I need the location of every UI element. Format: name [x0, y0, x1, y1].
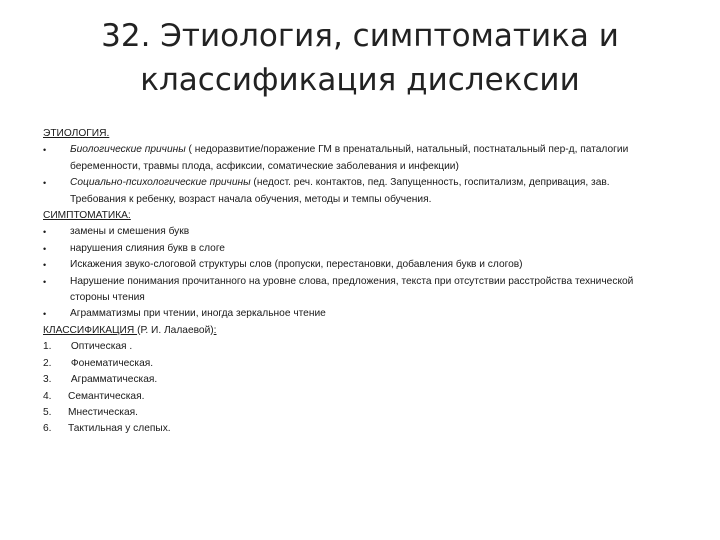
bullet-marker: • — [43, 145, 47, 156]
symptom-item — [43, 241, 683, 257]
symptom-text: Нарушение понимания прочитанного на уровне слова, предложения, текста при отсутствии расстройства технической — [70, 275, 634, 287]
bullet-marker: • — [43, 276, 47, 287]
slide-body — [43, 126, 683, 438]
classification-heading-row — [43, 323, 683, 339]
symptom-item — [43, 274, 683, 307]
bullet-marker: • — [43, 260, 47, 271]
classification-item — [43, 356, 683, 372]
classification-author: (Р. И. Лалаевой) — [137, 324, 214, 336]
item-number: 3. — [43, 374, 52, 386]
classification-label: Аграмматическая. — [68, 374, 158, 386]
etiology-item-text: (недост. реч. контактов, пед. Запущенность, госпитализм, депривация, зав. — [250, 177, 610, 189]
classification-item — [43, 405, 683, 421]
classification-colon: : — [213, 324, 217, 336]
etiology-item-text: ( недоразвитие/поражение ГМ в пренатальный, натальный, постнатальный пер-д, паталогии — [185, 144, 629, 156]
symptom-item — [43, 224, 683, 240]
classification-item — [43, 372, 683, 388]
item-number: 1. — [43, 341, 52, 353]
item-number: 5. — [43, 406, 52, 418]
symptom-text: замены и смешения букв — [70, 226, 190, 238]
bullet-marker: • — [43, 178, 47, 189]
etiology-item — [43, 142, 683, 175]
symptom-item — [43, 306, 683, 322]
symptoms-heading: СИМПТОМАТИКА: — [43, 210, 131, 222]
classification-heading: КЛАССИФИКАЦИЯ — [43, 324, 138, 336]
item-number: 4. — [43, 390, 52, 402]
classification-label: Фонематическая. — [68, 357, 154, 369]
classification-label: Семантическая. — [68, 390, 145, 402]
bullet-marker: • — [43, 309, 47, 320]
symptom-text-cont: стороны чтения — [70, 292, 145, 304]
etiology-item-text-cont: беременности, травмы плода, асфиксии, соматические заболевания и инфекции) — [70, 160, 459, 172]
symptom-text: нарушения слияния букв в слоге — [70, 242, 225, 254]
slide-title — [0, 14, 720, 102]
etiology-item-title: Биологические причины — [70, 144, 186, 156]
bullet-marker: • — [43, 243, 47, 254]
classification-label: Оптическая . — [68, 341, 133, 353]
symptom-text: Аграмматизмы при чтении, иногда зеркальное чтение — [70, 308, 326, 320]
classification-item — [43, 339, 683, 355]
classification-label: Тактильная у слепых. — [68, 423, 171, 435]
item-number: 2. — [43, 357, 52, 369]
bullet-marker: • — [43, 227, 47, 238]
classification-item — [43, 389, 683, 405]
slide-title-line-2: классификация дислексии — [140, 62, 580, 98]
classification-item — [43, 421, 683, 437]
classification-label: Мнестическая. — [68, 406, 138, 418]
item-number: 6. — [43, 423, 52, 435]
etiology-item-title: Социально-психологические причины — [70, 177, 251, 189]
etiology-item — [43, 175, 683, 208]
symptom-item — [43, 257, 683, 273]
symptom-text: Искажения звуко-слоговой структуры слов (пропуски, перестановки, добавления букв и слогов) — [70, 259, 523, 271]
etiology-item-text-cont: Требования к ребенку, возраст начала обучения, методы и темпы обучения. — [70, 193, 432, 205]
slide-title-line-1: 32. Этиология, симптоматика и — [101, 18, 619, 54]
etiology-heading: ЭТИОЛОГИЯ. — [43, 128, 110, 139]
